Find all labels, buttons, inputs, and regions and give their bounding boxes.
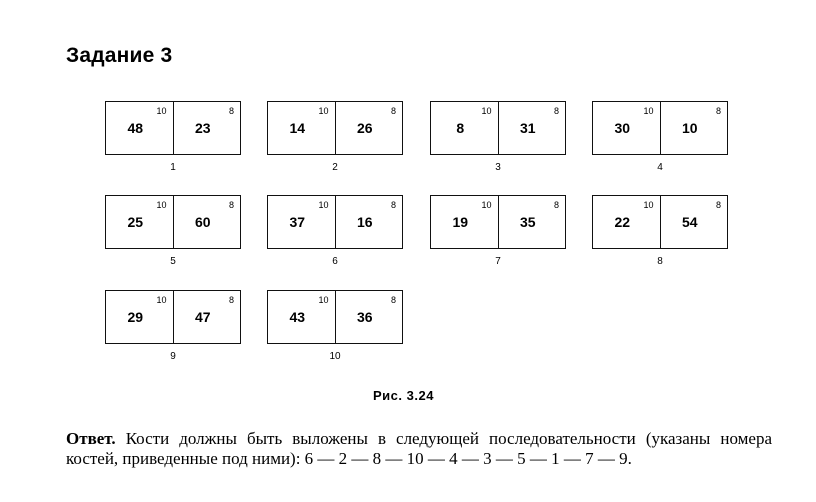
domino-1: [105, 101, 241, 155]
domino-9: [105, 290, 241, 344]
domino-value-right: 36: [356, 309, 373, 325]
domino-base-left: 10: [156, 106, 167, 116]
domino-number-label: 4: [657, 162, 663, 173]
domino-half-left: [431, 102, 498, 154]
domino-value-right: 54: [681, 214, 698, 230]
domino-number-label: 3: [495, 162, 501, 173]
domino-base-right: 8: [228, 295, 234, 305]
domino-value-right: 26: [356, 120, 373, 136]
domino-half-left: [593, 102, 660, 154]
answer-label: Ответ.: [66, 429, 116, 448]
domino-half-left: [106, 291, 173, 343]
domino-half-right: [335, 291, 403, 343]
domino-number-label: 9: [170, 351, 176, 362]
domino-value-left: 8: [456, 120, 465, 136]
domino-base-left: 10: [643, 106, 654, 116]
domino-half-right: [173, 196, 241, 248]
domino-3: [430, 101, 566, 155]
domino-base-left: 10: [643, 200, 654, 210]
domino-value-right: 47: [194, 309, 211, 325]
domino-half-right: [498, 196, 566, 248]
domino-number-label: 2: [332, 162, 338, 173]
domino-8: [592, 195, 728, 249]
domino-base-right: 8: [228, 106, 234, 116]
domino-half-right: [660, 102, 728, 154]
domino-2: [267, 101, 403, 155]
answer-paragraph: [66, 429, 772, 469]
domino-half-right: [660, 196, 728, 248]
domino-base-left: 10: [481, 200, 492, 210]
domino-base-left: 10: [318, 106, 329, 116]
domino-value-left: 14: [289, 120, 306, 136]
domino-value-left: 48: [127, 120, 144, 136]
domino-half-left: [431, 196, 498, 248]
domino-value-right: 60: [194, 214, 211, 230]
domino-half-left: [106, 196, 173, 248]
domino-number-label: 8: [657, 256, 663, 267]
domino-half-left: [593, 196, 660, 248]
domino-number-label: 6: [332, 256, 338, 267]
domino-number-label: 5: [170, 256, 176, 267]
domino-base-right: 8: [390, 106, 396, 116]
domino-value-right: 10: [681, 120, 698, 136]
domino-value-left: 29: [127, 309, 144, 325]
domino-value-left: 30: [614, 120, 631, 136]
domino-base-right: 8: [553, 200, 559, 210]
domino-half-right: [173, 291, 241, 343]
domino-half-right: [335, 196, 403, 248]
domino-base-left: 10: [318, 295, 329, 305]
domino-half-left: [268, 102, 335, 154]
domino-value-right: 35: [519, 214, 536, 230]
domino-10: [267, 290, 403, 344]
page-title: Задание 3: [66, 44, 173, 67]
domino-base-right: 8: [228, 200, 234, 210]
domino-value-left: 19: [452, 214, 469, 230]
domino-value-left: 22: [614, 214, 631, 230]
domino-7: [430, 195, 566, 249]
domino-base-right: 8: [390, 200, 396, 210]
domino-half-right: [173, 102, 241, 154]
answer-text: Кости должны быть выложены в следующей последовательности (указаны номера костей, приведенные под ними): 6 — 2 — 8 — 10 — 4 — 3 — 5 — 1 — 7 — 9.: [66, 429, 772, 468]
domino-value-right: 16: [356, 214, 373, 230]
domino-base-right: 8: [553, 106, 559, 116]
domino-half-right: [335, 102, 403, 154]
figure-caption: Рис. 3.24: [373, 388, 434, 403]
domino-half-right: [498, 102, 566, 154]
domino-value-right: 23: [194, 120, 211, 136]
domino-base-left: 10: [156, 295, 167, 305]
domino-value-right: 31: [519, 120, 536, 136]
domino-half-left: [268, 291, 335, 343]
domino-base-right: 8: [715, 200, 721, 210]
domino-number-label: 10: [329, 351, 341, 362]
domino-base-left: 10: [156, 200, 167, 210]
domino-value-left: 37: [289, 214, 306, 230]
domino-number-label: 1: [170, 162, 176, 173]
domino-base-right: 8: [715, 106, 721, 116]
domino-half-left: [268, 196, 335, 248]
domino-half-left: [106, 102, 173, 154]
domino-base-right: 8: [390, 295, 396, 305]
domino-value-left: 43: [289, 309, 306, 325]
domino-base-left: 10: [318, 200, 329, 210]
domino-value-left: 25: [127, 214, 144, 230]
domino-number-label: 7: [495, 256, 501, 267]
domino-base-left: 10: [481, 106, 492, 116]
domino-4: [592, 101, 728, 155]
domino-6: [267, 195, 403, 249]
domino-5: [105, 195, 241, 249]
